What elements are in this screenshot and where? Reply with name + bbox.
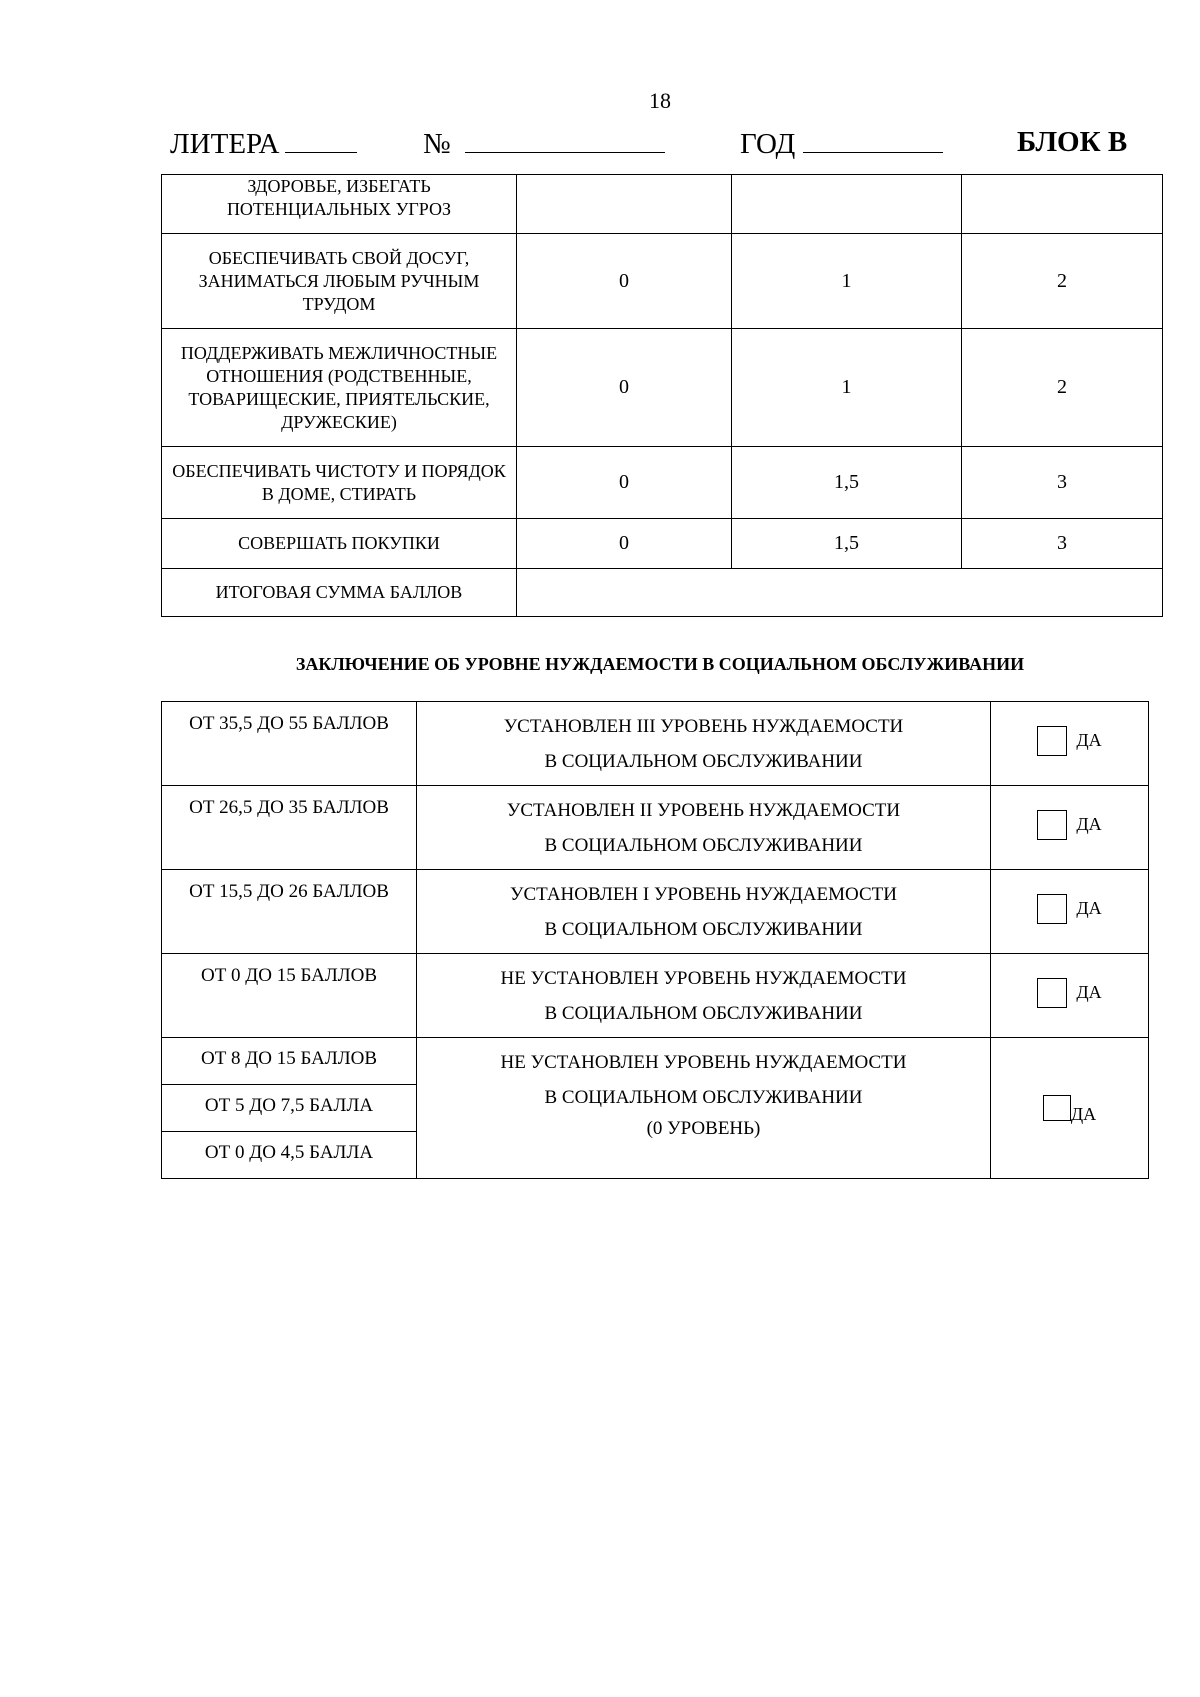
level-range: ОТ 0 ДО 4,5 БАЛЛА (162, 1132, 417, 1179)
level-range: ОТ 15,5 ДО 26 БАЛЛОВ (162, 870, 417, 954)
criterion-label: ПОДДЕРЖИВАТЬ МЕЖЛИЧНОСТНЫЕ ОТНОШЕНИЯ (РОДСТВЕННЫЕ, ТОВАРИЩЕСКИЕ, ПРИЯТЕЛЬСКИЕ, ДРУЖЕСКИЕ) (162, 329, 517, 447)
number-label: № (423, 128, 451, 160)
score-cell: 1,5 (732, 519, 962, 569)
year-field (740, 126, 943, 161)
yes-label: ДА (1076, 814, 1102, 834)
litera-label: ЛИТЕРА (170, 128, 280, 160)
level-line: (0 УРОВЕНЬ) (646, 1118, 761, 1139)
level-answer-cell (991, 870, 1149, 954)
level-line: УСТАНОВЛЕН II УРОВЕНЬ НУЖДАЕМОСТИ (506, 800, 901, 821)
table-row (162, 329, 1163, 447)
table-row (162, 175, 1163, 234)
criterion-label: ОБЕСПЕЧИВАТЬ СВОЙ ДОСУГ, ЗАНИМАТЬСЯ ЛЮБЫМ РУЧНЫМ ТРУДОМ (162, 234, 517, 329)
conclusion-title: ЗАКЛЮЧЕНИЕ ОБ УРОВНЕ НУЖДАЕМОСТИ В СОЦИАЛЬНОМ ОБСЛУЖИВАНИИ (295, 654, 1025, 674)
yes-label: ДА (1076, 730, 1102, 750)
score-cell (517, 175, 732, 234)
score-cell: 3 (962, 447, 1163, 519)
score-cell (732, 175, 962, 234)
total-row (162, 569, 1163, 617)
block-label: БЛОК В (1017, 126, 1128, 158)
level-answer-cell (991, 786, 1149, 870)
yes-label: ДА (1076, 898, 1102, 918)
yes-checkbox[interactable] (1037, 810, 1067, 840)
yes-checkbox[interactable] (1037, 978, 1067, 1008)
level-line: УСТАНОВЛЕН III УРОВЕНЬ НУЖДАЕМОСТИ (503, 716, 904, 737)
year-label: ГОД (740, 128, 796, 160)
number-blank[interactable] (465, 126, 665, 153)
total-label: ИТОГОВАЯ СУММА БАЛЛОВ (162, 569, 517, 617)
level-answer-cell (991, 1038, 1149, 1179)
score-cell: 0 (517, 447, 732, 519)
score-cell (962, 175, 1163, 234)
score-table (161, 174, 1163, 617)
number-field (423, 126, 665, 161)
level-answer-cell (991, 954, 1149, 1038)
criterion-label: СОВЕРШАТЬ ПОКУПКИ (162, 519, 517, 569)
yes-label: ДА (1070, 1104, 1097, 1125)
level-line: НЕ УСТАНОВЛЕН УРОВЕНЬ НУЖДАЕМОСТИ (500, 968, 907, 989)
page-number: 18 (649, 88, 671, 113)
level-line: В СОЦИАЛЬНОМ ОБСЛУЖИВАНИИ (544, 1003, 863, 1024)
level-table (161, 701, 1149, 1179)
yes-checkbox[interactable] (1043, 1095, 1071, 1121)
score-cell: 0 (517, 519, 732, 569)
level-line: В СОЦИАЛЬНОМ ОБСЛУЖИВАНИИ (544, 835, 863, 856)
litera-field (170, 126, 357, 161)
level-line: НЕ УСТАНОВЛЕН УРОВЕНЬ НУЖДАЕМОСТИ (500, 1052, 907, 1073)
level-line: УСТАНОВЛЕН I УРОВЕНЬ НУЖДАЕМОСТИ (510, 884, 897, 905)
year-blank[interactable] (803, 126, 943, 153)
level-range: ОТ 8 ДО 15 БАЛЛОВ (162, 1038, 417, 1085)
score-cell: 1 (732, 234, 962, 329)
score-cell: 1,5 (732, 447, 962, 519)
total-value-cell[interactable] (517, 569, 1163, 617)
zero-level-row (162, 1038, 1149, 1085)
table-row (162, 234, 1163, 329)
score-cell: 3 (962, 519, 1163, 569)
litera-blank[interactable] (285, 126, 357, 153)
level-row (162, 870, 1149, 954)
level-range: ОТ 5 ДО 7,5 БАЛЛА (162, 1085, 417, 1132)
yes-checkbox[interactable] (1037, 726, 1067, 756)
level-line: В СОЦИАЛЬНОМ ОБСЛУЖИВАНИИ (544, 919, 863, 940)
score-cell: 2 (962, 329, 1163, 447)
level-range: ОТ 26,5 ДО 35 БАЛЛОВ (162, 786, 417, 870)
table-row (162, 519, 1163, 569)
level-description (417, 786, 991, 870)
level-description (417, 702, 991, 786)
score-cell: 0 (517, 329, 732, 447)
criterion-label: ЗДОРОВЬЕ, ИЗБЕГАТЬ ПОТЕНЦИАЛЬНЫХ УГРОЗ (162, 175, 517, 234)
level-line: В СОЦИАЛЬНОМ ОБСЛУЖИВАНИИ (544, 751, 863, 772)
score-cell: 2 (962, 234, 1163, 329)
level-row (162, 786, 1149, 870)
level-row (162, 954, 1149, 1038)
criterion-label: ОБЕСПЕЧИВАТЬ ЧИСТОТУ И ПОРЯДОК В ДОМЕ, СТИРАТЬ (162, 447, 517, 519)
table-row (162, 447, 1163, 519)
level-answer-cell (991, 702, 1149, 786)
level-description (417, 954, 991, 1038)
level-range: ОТ 35,5 ДО 55 БАЛЛОВ (162, 702, 417, 786)
level-row (162, 702, 1149, 786)
level-line: В СОЦИАЛЬНОМ ОБСЛУЖИВАНИИ (544, 1087, 863, 1108)
score-cell: 0 (517, 234, 732, 329)
form-header (0, 126, 1200, 166)
level-description (417, 870, 991, 954)
yes-checkbox[interactable] (1037, 894, 1067, 924)
level-range: ОТ 0 ДО 15 БАЛЛОВ (162, 954, 417, 1038)
level-description (417, 1038, 991, 1179)
yes-label: ДА (1076, 982, 1102, 1002)
score-cell: 1 (732, 329, 962, 447)
